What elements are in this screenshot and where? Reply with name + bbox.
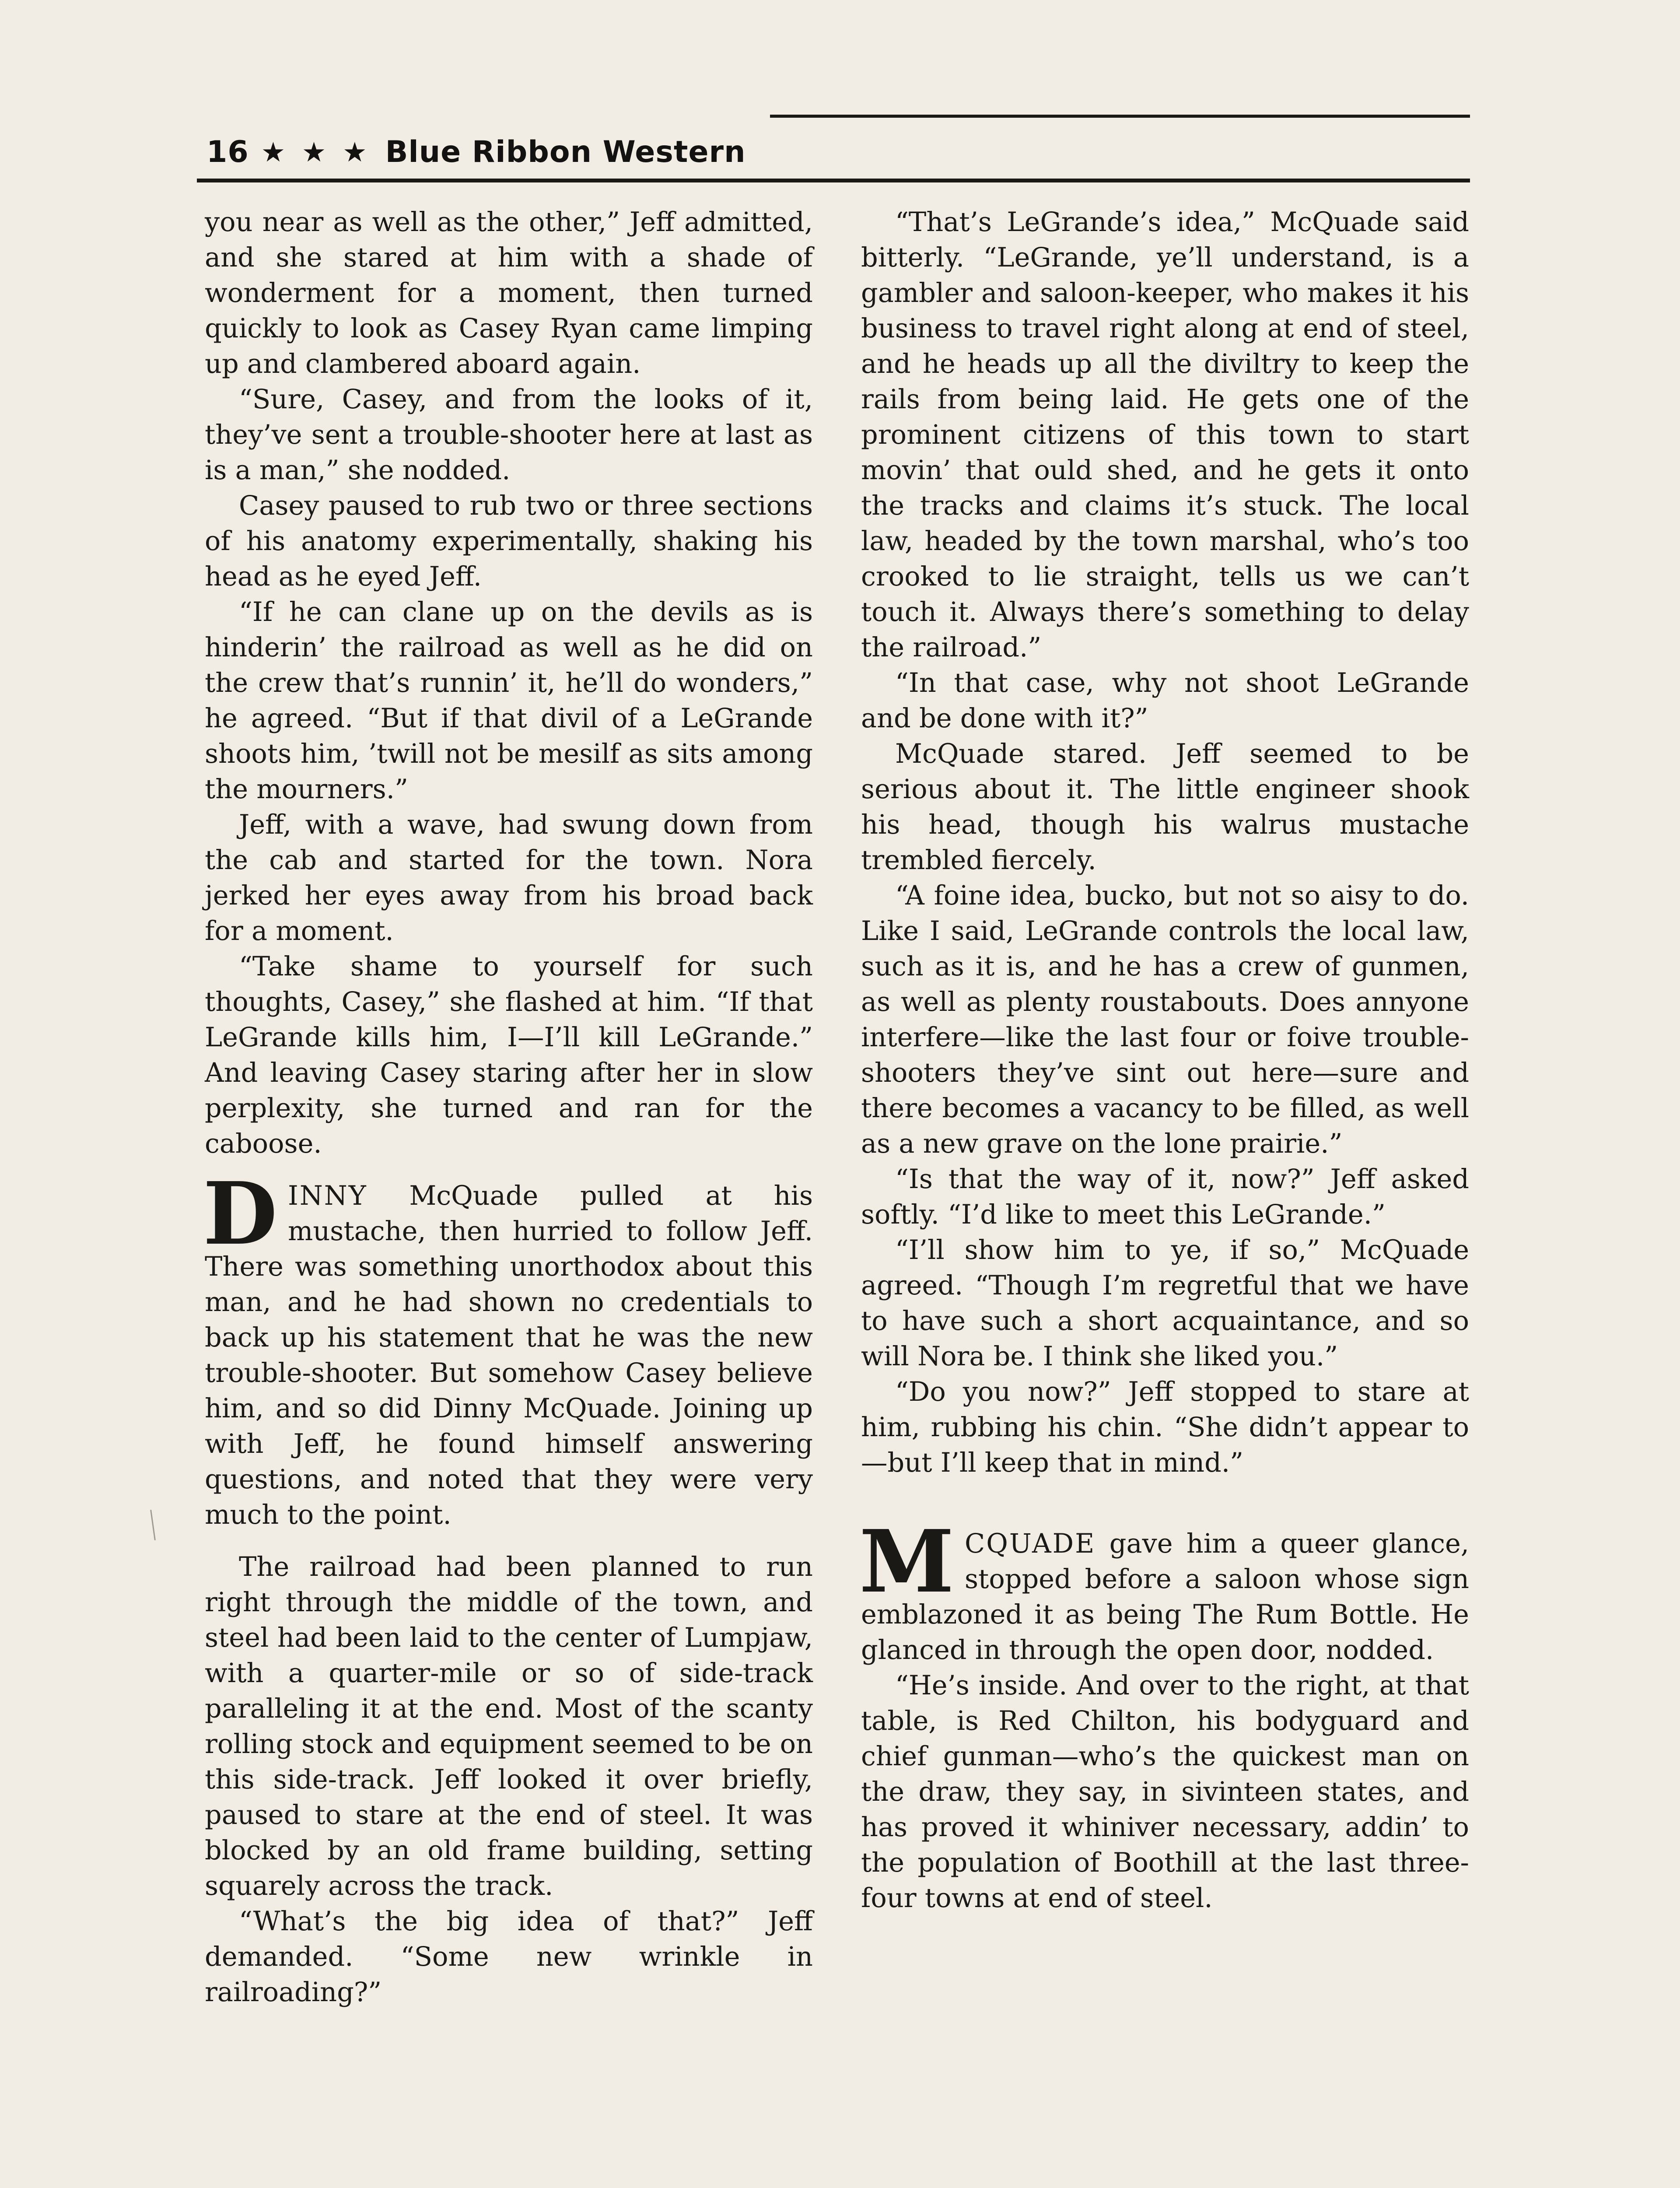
- page-number: 16: [206, 134, 249, 169]
- paragraph: “Sure, Casey, and from the looks of it, they’ve sent a trouble-shooter here at last as is a man,” she nodded.: [205, 384, 813, 486]
- paragraph: McQuade stared. Jeff seemed to be serious about it. The little engineer shook his head, though his walrus mustache trembled fiercely.: [861, 739, 1469, 876]
- paragraph: “A foine idea, bucko, but not so aisy to do. Like I said, LeGrande controls the local law, such as it is, and he has a crew of gunmen, as well as plenty roustabouts. Does annyone interfere—like the last four or foive trouble-shooters they’ve sint out here—sure and there becomes a vacancy to be filled, as well as a new grave on the lone prairie.”: [861, 880, 1469, 1159]
- right-column: [861, 205, 1469, 1916]
- paragraph: The railroad had been planned to run right through the middle of the town, and steel had been laid to the center of Lumpjaw, with a quarter-mile or so of side-track paralleling it at the end. Most of the scanty rolling stock and equipment seemed to be on this side-track. Jeff looked it over briefly, paused to stare at the end of steel. It was blocked by an old frame building, setting squarely across the track.: [205, 1552, 813, 1901]
- small-caps-lead: INNY: [287, 1181, 368, 1211]
- header-rule: [197, 179, 1470, 182]
- paragraph: “Do you now?” Jeff stopped to stare at him, rubbing his chin. “She didn’t appear to—but I’ll keep that in mind.”: [861, 1377, 1469, 1478]
- paragraph: “I’ll show him to ye, if so,” McQuade agreed. “Though I’m regretful that we have to have such a short acquaintance, and so will Nora be. I think she liked you.”: [861, 1235, 1469, 1372]
- paragraph-text: gave him a queer glance, stopped before a saloon whose sign emblazoned it as being The Rum Bottle. He glanced in through the open door, nodded.: [861, 1529, 1469, 1666]
- drop-cap: D: [203, 1164, 277, 1264]
- paragraph: “That’s LeGrande’s idea,” McQuade said bitterly. “LeGrande, ye’ll understand, is a gambler and saloon-keeper, who makes it his business to travel right along at end of steel, and he heads up all the diviltry to keep the rails from being laid. He gets one of the prominent citizens of this town to start movin’ that ould shed, and he gets it onto the tracks and claims it’s stuck. The local law, headed by the town marshal, who’s too crooked to lie straight, tells us we can’t touch it. Always there’s something to delay the railroad.”: [861, 207, 1469, 663]
- paragraph: “If he can clane up on the devils as is hinderin’ the railroad as well as he did on the crew that’s runnin’ it, he’ll do wonders,” he agreed. “But if that divil of a LeGrande shoots him, ’twill not be mesilf as sits among the mourners.”: [205, 597, 813, 805]
- paragraph: you near as well as the other,” Jeff admitted, and she stared at him with a shade of wonderment for a moment, then turned quickly to look as Casey Ryan came limping up and clambered aboard again.: [205, 207, 813, 379]
- paragraph: “In that case, why not shoot LeGrande and be done with it?”: [861, 668, 1469, 734]
- small-caps-lead: CQUADE: [964, 1529, 1096, 1559]
- paragraph: “What’s the big idea of that?” Jeff demanded. “Some new wrinkle in railroading?”: [205, 1906, 813, 2008]
- magazine-title: Blue Ribbon Western: [385, 134, 746, 169]
- drop-cap: M: [859, 1511, 954, 1612]
- paragraph: “He’s inside. And over to the right, at that table, is Red Chilton, his bodyguard and chief gunman—who’s the quickest man on the draw, they say, in sivinteen states, and has proved it whiniver necessary, addin’ to the population of Boothill at the last three-four towns at end of steel.: [861, 1670, 1469, 1914]
- paragraph: Jeff, with a wave, had swung down from the cab and started for the town. Nora jerked her eyes away from his broad back for a moment.: [205, 810, 813, 947]
- paragraph: “Is that the way of it, now?” Jeff asked softly. “I’d like to meet this LeGrande.”: [861, 1164, 1469, 1230]
- paragraph: “Take shame to yourself for such thoughts, Casey,” she flashed at him. “If that LeGrande kills him, I—I’ll kill LeGrande.” And leaving Casey staring after her in slow perplexity, she turned and ran for the caboose.: [205, 951, 813, 1159]
- section-opening-paragraph: [859, 1511, 1469, 1668]
- section-opening-paragraph: [203, 1164, 813, 1533]
- scan-mark: [150, 1510, 156, 1540]
- paragraph-text: McQuade pulled at his mustache, then hurried to follow Jeff. There was something unorthodox about this man, and he had shown no credentials to back up his statement that he was the new trouble-shooter. But somehow Casey believe him, and so did Dinny McQuade. Joining up with Jeff, he found himself answering questions, and noted that they were very much to the point.: [205, 1181, 813, 1530]
- star-ornaments: ★ ★ ★: [261, 136, 371, 168]
- running-head: [206, 128, 1471, 176]
- header-rule-top: [770, 115, 1470, 118]
- left-column: [205, 205, 813, 2010]
- paragraph: Casey paused to rub two or three sections of his anatomy experimentally, shaking his head as he eyed Jeff.: [205, 491, 813, 592]
